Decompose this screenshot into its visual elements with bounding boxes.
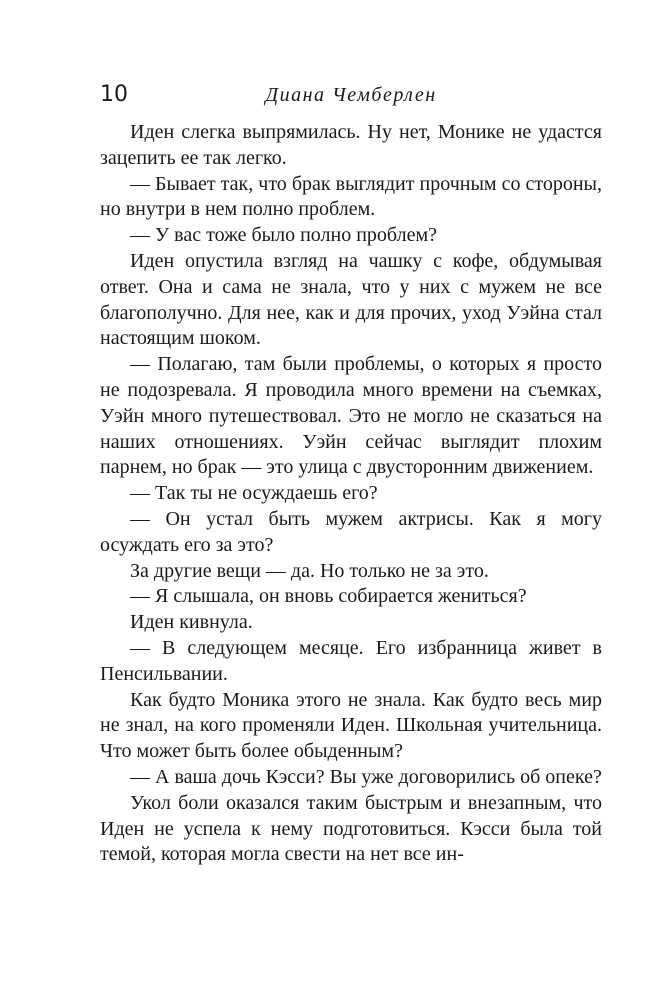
dialogue-line: — Я слышала, он вновь собирается жениться? (130, 585, 527, 608)
dialogue-line: — В следующем месяце. Его избранница живет в Пенсильвании. (100, 636, 602, 685)
dialogue-line: — А ваша дочь Кэсси? Вы уже договорились об опеке? (130, 765, 602, 788)
dialogue-line: — Так ты не осуждаешь его? (130, 482, 378, 505)
paragraph: Укол боли оказался таким быстрым и внезапным, что Иден не успела к нему подготовиться. Кэсси была той темой, которая могла свести на нет все ин- (100, 791, 602, 866)
dialogue-line: — Полагаю, там были проблемы, о которых я просто не подозревала. Я проводила много времени на съемках, Уэйн много путешествовал. Это не могло не сказаться на наших отношениях. Уэйн сейчас выглядит плохим парнем, но брак — это улица с двусторонним движением. (100, 353, 602, 479)
page-number: 10 (100, 82, 128, 107)
dialogue-line: — Бывает так, что брак выглядит прочным со стороны, но внутри в нем полно проблем. (100, 172, 602, 221)
page-header (100, 80, 602, 110)
paragraph: Иден слегка выпрямилась. Ну нет, Монике не удастся зацепить ее так легко. (100, 121, 602, 169)
paragraph: Иден кивнула. (130, 611, 253, 634)
running-head-author: Диана Чемберлен (265, 84, 437, 106)
body-text (100, 120, 602, 868)
paragraph: Иден опустила взгляд на чашку с кофе, обдумывая ответ. Она и сама не знала, что у них с мужем не все благополучно. Для нее, как и для прочих, уход Уэйна стал настоящим шоком. (100, 249, 602, 350)
paragraph: Как будто Моника этого не знала. Как будто весь мир не знал, на кого променяли Иден. Школьная учительница. Что может быть более обыденным? (100, 688, 602, 763)
paragraph: За другие вещи — да. Но только не за это. (130, 559, 489, 582)
dialogue-line: — У вас тоже было полно проблем? (130, 224, 437, 247)
dialogue-line: — Он устал быть мужем актрисы. Как я могу осуждать его за это? (100, 507, 602, 556)
